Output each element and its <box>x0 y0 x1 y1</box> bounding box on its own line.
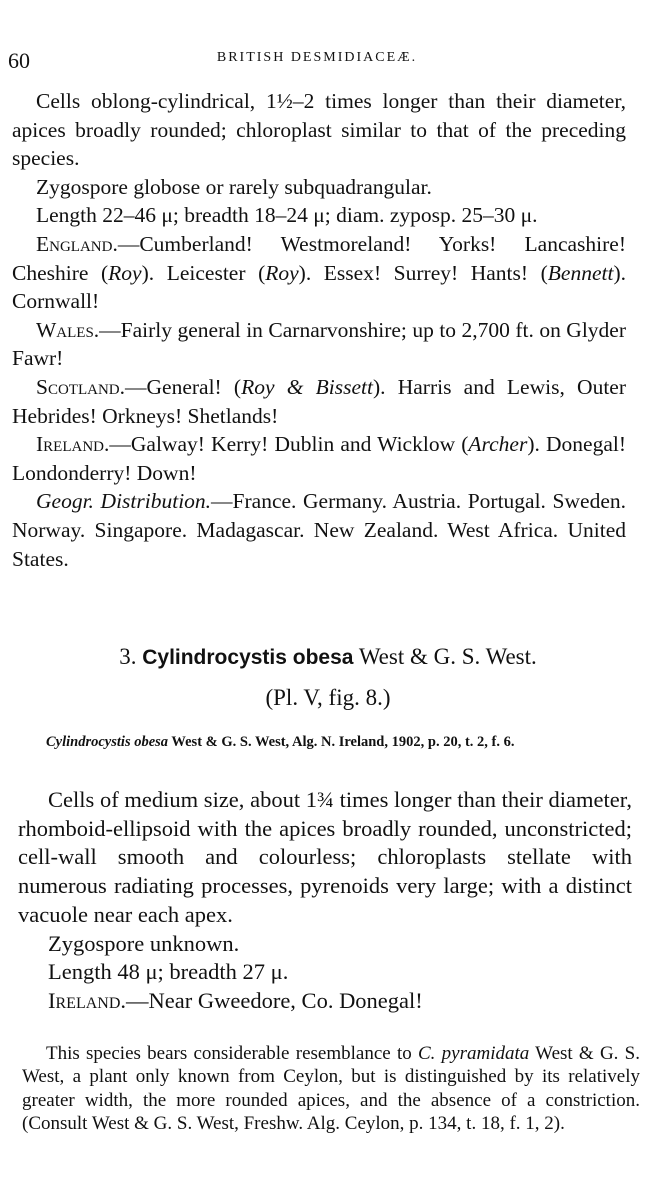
running-title: BRITISH DESMIDIACEÆ. <box>216 50 418 65</box>
ireland-records <box>12 430 626 487</box>
collector-roy-bissett: Roy & Bissett <box>241 374 373 399</box>
page-number: 60 <box>8 48 30 73</box>
region-label-ireland: Ireland. <box>48 987 127 1013</box>
running-header <box>8 46 626 76</box>
wales-text: —Fairly general in Carnarvonshire; up to 2,700 ft. on Glyder Fawr! <box>12 317 626 371</box>
england-text-mid: ). Leicester ( <box>141 260 266 285</box>
cell-description: Cells of medium size, about 1¾ times longer than their diameter, rhomboid-ellipsoid with the apices broadly rounded, unconstricted; cell-wall smooth and colourless; chloroplasts stellate with numerous radiating processes, pyrenoids very large; with a distinct vacuole near each apex. <box>18 787 632 927</box>
species-number: 3. <box>119 644 137 669</box>
england-text: —Cumberland! Westmoreland! Yorks! Lancashire! Cheshire ( <box>12 231 626 285</box>
scotland-text: —General! ( <box>125 374 242 399</box>
scotland-records <box>12 373 626 430</box>
geographic-distribution <box>12 487 626 573</box>
scotland-text-end: ). Harris and Lewis, Outer Hebrides! Orkneys! Shetlands! <box>12 374 627 428</box>
ireland-text: —Near Gweedore, Co. Donegal! <box>126 987 423 1013</box>
region-label-scotland: Scotland. <box>36 374 125 399</box>
region-label-wales: Wales. <box>36 317 100 342</box>
note-paragraph <box>22 1042 640 1136</box>
cell-description: Cells oblong-cylindrical, 1½–2 times longer than their diameter, apices broadly rounded; chloroplast similar to that of the preceding species. <box>12 89 626 171</box>
england-text-end: ). Cornwall! <box>12 260 626 314</box>
species-name: Cylindrocystis obesa <box>142 646 354 669</box>
citation <box>46 733 632 752</box>
compared-species: C. pyramidata <box>417 1043 530 1064</box>
zygospore-line: Zygospore globose or rarely subquadrangular. <box>36 174 432 199</box>
measurements-line: Length 22–46 μ; breadth 18–24 μ; diam. zyposp. 25–30 μ. <box>36 203 538 228</box>
citation-reference: West & G. S. West, Alg. N. Ireland, 1902, p. 20, t. 2, f. 6. <box>171 734 515 750</box>
region-label-ireland: Ireland. <box>36 432 110 457</box>
collector-roy: Roy <box>265 260 299 285</box>
ireland-text: —Galway! Kerry! Dublin and Wicklow ( <box>109 432 469 457</box>
zygospore-line: Zygospore unknown. <box>48 930 240 956</box>
collector-archer: Archer <box>468 432 528 457</box>
note-text-end: West & G. S. West, a plant only known from Ceylon, but is distinguished by its relatively greater width, the more rounded apices, and the absence of a constriction. (Consult West & G. S. West, Freshw. Alg. Ceylon, p. 134, t. 18, f. 1, 2). <box>22 1043 640 1135</box>
measurements-line: Length 48 μ; breadth 27 μ. <box>48 959 289 985</box>
wales-records <box>12 316 626 373</box>
ireland-text-end: ). Donegal! Londonderry! Down! <box>12 432 627 485</box>
citation-species: Cylindrocystis obesa <box>46 734 169 750</box>
species-description <box>18 786 632 1016</box>
england-records <box>12 230 626 316</box>
ireland-records <box>18 987 632 1016</box>
note-text: This species bears considerable resemblance to <box>46 1043 418 1064</box>
previous-species-section <box>12 87 626 573</box>
region-label-england: England. <box>36 231 118 256</box>
distribution-text: —France. Germany. Austria. Portugal. Sweden. Norway. Singapore. Madagascar. New Zealand. West Africa. United States. <box>12 489 626 571</box>
distribution-label: Geogr. Distribution. <box>36 489 212 514</box>
plate-reference: (Pl. V, fig. 8.) <box>265 685 391 710</box>
species-note <box>22 1042 640 1136</box>
collector-bennett: Bennett <box>547 260 614 285</box>
species-authority: West & G. S. West. <box>358 644 537 669</box>
collector-roy: Roy <box>108 260 142 285</box>
england-text-mid2: ). Essex! Surrey! Hants! ( <box>298 260 548 285</box>
species-heading <box>0 641 656 674</box>
